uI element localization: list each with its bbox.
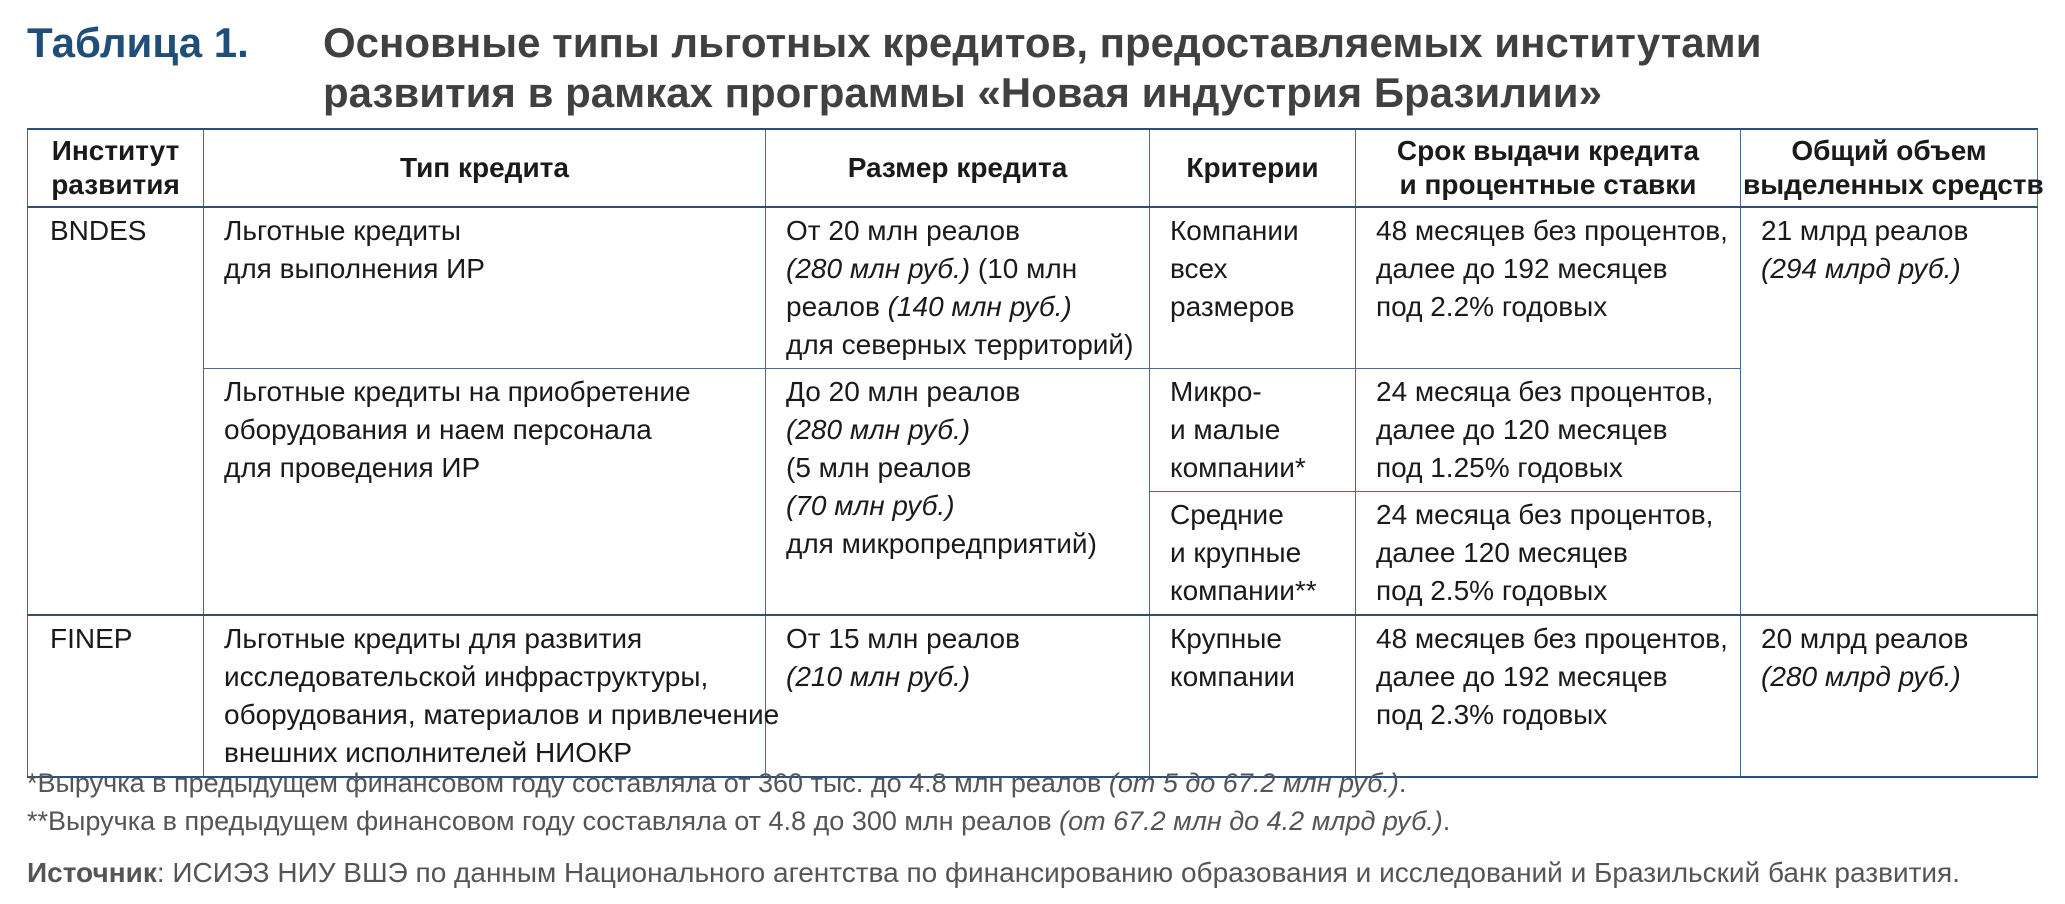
credit-size-cell: До 20 млн реалов (280 млн руб.) (5 млн реалов (70 млн руб.) для микропредприятий) [766,369,1150,616]
criteria-cell: Компании всех размеров [1150,207,1356,369]
table-row [28,207,2038,369]
table-caption [323,18,2043,118]
footnote-1: *Выручка в предыдущем финансовом году составляла от 360 тыс. до 4.8 млн реалов (от 5 до 67.2 млн руб.). [27,768,1407,798]
total-volume-cell-bndes: 21 млрд реалов (294 млрд руб.) [1741,207,2038,615]
table-number: Таблица 1. [27,19,249,66]
criteria-cell: Средние и крупные компании** [1150,492,1356,616]
credit-types-table [27,128,2044,778]
header-credit-size: Размер кредита [766,129,1150,207]
caption-line-1: Основные типы льготных кредитов, предоставляемых институтами [323,19,1762,66]
credit-type-cell: Льготные кредиты для развития исследовательской инфраструктуры, оборудования, материалов и привлечение внешних исполнителей НИОКР [204,615,766,777]
credit-type-cell: Льготные кредиты для выполнения ИР [204,207,766,369]
credit-type-cell: Льготные кредиты на приобретение оборудования и наем персонала для проведения ИР [204,369,766,616]
credit-size-cell: От 15 млн реалов (210 млн руб.) [766,615,1150,777]
term-rate-cell: 24 месяца без процентов, далее до 120 месяцев под 1.25% годовых [1356,369,1741,492]
source-note [27,856,1960,890]
term-rate-cell: 24 месяца без процентов, далее 120 месяцев под 2.5% годовых [1356,492,1741,616]
term-rate-cell: 48 месяцев без процентов, далее до 192 месяцев под 2.3% годовых [1356,615,1741,777]
source-text: : ИСИЭЗ НИУ ВШЭ по данным Национального агентства по финансированию образования и исследований и Бразильский банк развития. [156,857,1960,888]
source-label: Источник [27,857,157,888]
criteria-cell: Крупные компании [1150,615,1356,777]
header-term-rates: Срок выдачи кредита и процентные ставки [1356,129,1741,207]
header-institute: Институт развития [28,129,204,207]
institute-cell-bndes: BNDES [28,207,204,615]
criteria-cell: Микро- и малые компании* [1150,369,1356,492]
table-row [28,369,2038,492]
header-total-volume: Общий объем выделенных средств [1741,129,2038,207]
header-row [28,129,2038,207]
table-title [27,18,2037,118]
table-row [28,615,2038,777]
term-rate-cell: 48 месяцев без процентов, далее до 192 месяцев под 2.2% годовых [1356,207,1741,369]
header-credit-type: Тип кредита [204,129,766,207]
credit-size-cell: От 20 млн реалов (280 млн руб.) (10 млн реалов (140 млн руб.) для северных территорий) [766,207,1150,369]
total-volume-cell-finep: 20 млрд реалов (280 млрд руб.) [1741,615,2038,777]
caption-line-2: развития в рамках программы «Новая индустрия Бразилии» [323,69,1602,116]
institute-cell-finep: FINEP [28,615,204,777]
header-criteria: Критерии [1150,129,1356,207]
footnote-2: **Выручка в предыдущем финансовом году составляла от 4.8 до 300 млн реалов (от 67.2 млн до 4.2 млрд руб.). [27,806,1451,836]
